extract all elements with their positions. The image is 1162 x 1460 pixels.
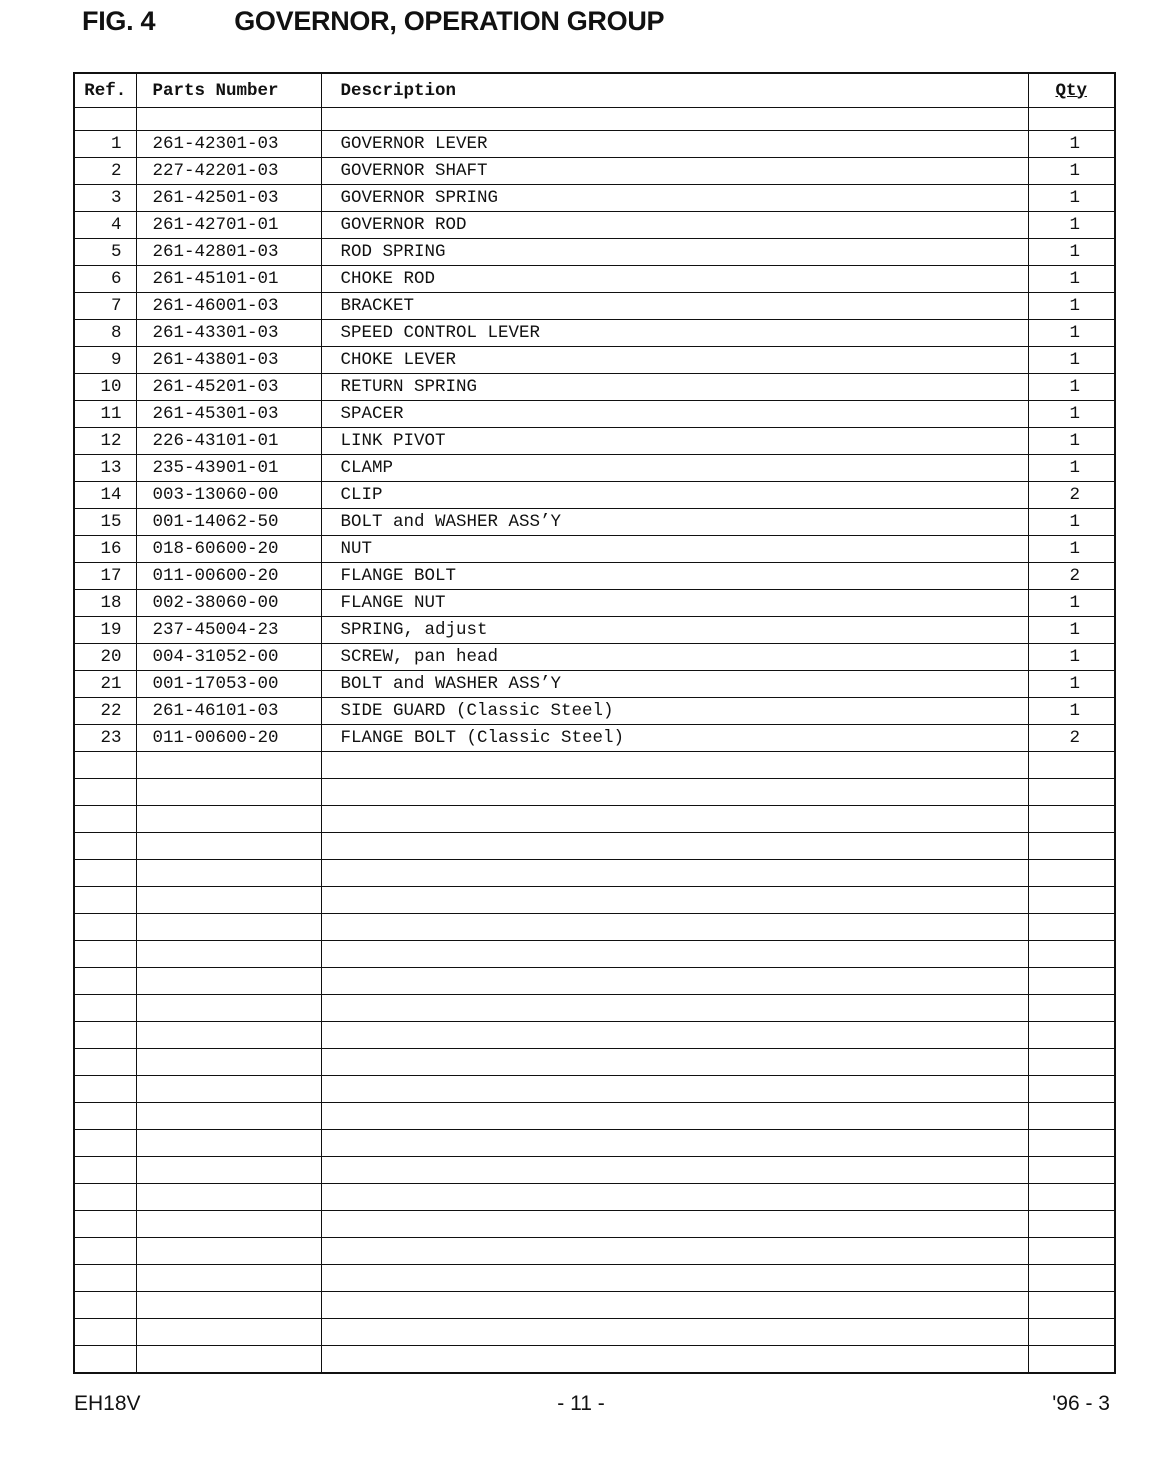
- description-cell: CLIP: [321, 482, 1028, 509]
- blank-row: [74, 1184, 1115, 1211]
- column-header-parts-number: Parts Number: [136, 73, 321, 108]
- table-row: [74, 401, 1115, 428]
- table-row: [74, 671, 1115, 698]
- part-number-cell: 261-42801-03: [136, 239, 321, 266]
- blank-row: [74, 1292, 1115, 1319]
- description-cell: RETURN SPRING: [321, 374, 1028, 401]
- description-cell: CHOKE ROD: [321, 266, 1028, 293]
- qty-cell: 1: [1028, 698, 1115, 725]
- part-number-cell: 003-13060-00: [136, 482, 321, 509]
- qty-cell: 2: [1028, 563, 1115, 590]
- table-row: [74, 185, 1115, 212]
- table-row: [74, 239, 1115, 266]
- part-number-cell: 261-46101-03: [136, 698, 321, 725]
- ref-cell: 6: [74, 266, 136, 293]
- qty-cell: 1: [1028, 536, 1115, 563]
- table-body: [74, 108, 1115, 1374]
- qty-cell: 1: [1028, 671, 1115, 698]
- ref-cell: 14: [74, 482, 136, 509]
- ref-cell: 19: [74, 617, 136, 644]
- ref-cell: 10: [74, 374, 136, 401]
- blank-row: [74, 914, 1115, 941]
- page-header: [82, 6, 664, 37]
- qty-cell: 1: [1028, 455, 1115, 482]
- ref-cell: 7: [74, 293, 136, 320]
- description-cell: GOVERNOR SHAFT: [321, 158, 1028, 185]
- part-number-cell: 261-43301-03: [136, 320, 321, 347]
- table-row: [74, 563, 1115, 590]
- table-row: [74, 644, 1115, 671]
- blank-row: [74, 779, 1115, 806]
- description-cell: SPACER: [321, 401, 1028, 428]
- part-number-cell: 002-38060-00: [136, 590, 321, 617]
- blank-row: [74, 968, 1115, 995]
- table-row: [74, 617, 1115, 644]
- qty-cell: 1: [1028, 347, 1115, 374]
- qty-cell: 1: [1028, 590, 1115, 617]
- part-number-cell: 261-42701-01: [136, 212, 321, 239]
- ref-cell: 3: [74, 185, 136, 212]
- part-number-cell: 226-43101-01: [136, 428, 321, 455]
- figure-label: FIG. 4: [82, 6, 156, 36]
- blank-row: [74, 833, 1115, 860]
- table-row: [74, 509, 1115, 536]
- qty-cell: 1: [1028, 185, 1115, 212]
- table-row: [74, 590, 1115, 617]
- table-row: [74, 293, 1115, 320]
- description-cell: SPEED CONTROL LEVER: [321, 320, 1028, 347]
- table-row: [74, 158, 1115, 185]
- blank-row: [74, 995, 1115, 1022]
- blank-row: [74, 1130, 1115, 1157]
- blank-row: [74, 1265, 1115, 1292]
- description-cell: SCREW, pan head: [321, 644, 1028, 671]
- description-cell: NUT: [321, 536, 1028, 563]
- part-number-cell: 004-31052-00: [136, 644, 321, 671]
- part-number-cell: 261-45101-01: [136, 266, 321, 293]
- ref-cell: 12: [74, 428, 136, 455]
- table-row: [74, 482, 1115, 509]
- table-row: [74, 320, 1115, 347]
- table-row: [74, 428, 1115, 455]
- blank-row: [74, 1211, 1115, 1238]
- blank-row: [74, 1049, 1115, 1076]
- table-row: [74, 698, 1115, 725]
- column-header-qty: Qty: [1028, 73, 1115, 108]
- blank-row: [74, 1103, 1115, 1130]
- ref-cell: 11: [74, 401, 136, 428]
- blank-row: [74, 887, 1115, 914]
- footer-date: '96 - 3: [1052, 1392, 1110, 1415]
- qty-cell: 1: [1028, 644, 1115, 671]
- ref-cell: 2: [74, 158, 136, 185]
- part-number-cell: 261-42501-03: [136, 185, 321, 212]
- blank-row: [74, 1022, 1115, 1049]
- qty-cell: 2: [1028, 482, 1115, 509]
- table-row: [74, 347, 1115, 374]
- table-header-row: [74, 73, 1115, 108]
- ref-cell: 23: [74, 725, 136, 752]
- ref-cell: 20: [74, 644, 136, 671]
- ref-cell: 16: [74, 536, 136, 563]
- description-cell: CHOKE LEVER: [321, 347, 1028, 374]
- description-cell: LINK PIVOT: [321, 428, 1028, 455]
- part-number-cell: 018-60600-20: [136, 536, 321, 563]
- part-number-cell: 011-00600-20: [136, 563, 321, 590]
- table-row: [74, 725, 1115, 752]
- qty-cell: 1: [1028, 428, 1115, 455]
- description-cell: GOVERNOR LEVER: [321, 131, 1028, 158]
- description-cell: FLANGE NUT: [321, 590, 1028, 617]
- table-row: [74, 536, 1115, 563]
- ref-cell: 9: [74, 347, 136, 374]
- qty-cell: 1: [1028, 266, 1115, 293]
- description-cell: BOLT and WASHER ASS’Y: [321, 509, 1028, 536]
- column-header-description: Description: [321, 73, 1028, 108]
- description-cell: BOLT and WASHER ASS’Y: [321, 671, 1028, 698]
- description-cell: GOVERNOR ROD: [321, 212, 1028, 239]
- ref-cell: 17: [74, 563, 136, 590]
- part-number-cell: 227-42201-03: [136, 158, 321, 185]
- part-number-cell: 011-00600-20: [136, 725, 321, 752]
- part-number-cell: 261-45201-03: [136, 374, 321, 401]
- part-number-cell: 261-43801-03: [136, 347, 321, 374]
- ref-cell: 18: [74, 590, 136, 617]
- part-number-cell: 261-46001-03: [136, 293, 321, 320]
- blank-row: [74, 941, 1115, 968]
- description-cell: CLAMP: [321, 455, 1028, 482]
- blank-row: [74, 1319, 1115, 1346]
- parts-table: [73, 72, 1116, 1374]
- part-number-cell: 001-14062-50: [136, 509, 321, 536]
- part-number-cell: 261-42301-03: [136, 131, 321, 158]
- description-cell: SIDE GUARD (Classic Steel): [321, 698, 1028, 725]
- table-row: [74, 212, 1115, 239]
- blank-row: [74, 1157, 1115, 1184]
- column-header-ref: Ref.: [74, 73, 136, 108]
- description-cell: FLANGE BOLT (Classic Steel): [321, 725, 1028, 752]
- qty-cell: 1: [1028, 401, 1115, 428]
- qty-cell: 1: [1028, 158, 1115, 185]
- footer-page-number: - 11 -: [557, 1392, 605, 1415]
- description-cell: GOVERNOR SPRING: [321, 185, 1028, 212]
- page-title: GOVERNOR, OPERATION GROUP: [234, 6, 665, 36]
- qty-cell: 1: [1028, 293, 1115, 320]
- qty-cell: 1: [1028, 617, 1115, 644]
- part-number-cell: 001-17053-00: [136, 671, 321, 698]
- description-cell: FLANGE BOLT: [321, 563, 1028, 590]
- ref-cell: 22: [74, 698, 136, 725]
- ref-cell: 8: [74, 320, 136, 347]
- qty-cell: 1: [1028, 131, 1115, 158]
- table-row: [74, 374, 1115, 401]
- table-row: [74, 266, 1115, 293]
- description-cell: BRACKET: [321, 293, 1028, 320]
- table-row: [74, 455, 1115, 482]
- blank-row: [74, 1346, 1115, 1374]
- qty-cell: 1: [1028, 509, 1115, 536]
- part-number-cell: 235-43901-01: [136, 455, 321, 482]
- ref-cell: 13: [74, 455, 136, 482]
- qty-cell: 2: [1028, 725, 1115, 752]
- part-number-cell: 261-45301-03: [136, 401, 321, 428]
- blank-row: [74, 1076, 1115, 1103]
- footer-model: EH18V: [74, 1392, 141, 1415]
- qty-cell: 1: [1028, 212, 1115, 239]
- ref-cell: 4: [74, 212, 136, 239]
- ref-cell: 21: [74, 671, 136, 698]
- qty-cell: 1: [1028, 374, 1115, 401]
- qty-cell: 1: [1028, 239, 1115, 266]
- blank-row: [74, 752, 1115, 779]
- table-row: [74, 131, 1115, 158]
- blank-row: [74, 860, 1115, 887]
- ref-cell: 1: [74, 131, 136, 158]
- part-number-cell: 237-45004-23: [136, 617, 321, 644]
- blank-row: [74, 806, 1115, 833]
- spacer-row: [74, 108, 1115, 131]
- description-cell: SPRING, adjust: [321, 617, 1028, 644]
- ref-cell: 15: [74, 509, 136, 536]
- qty-cell: 1: [1028, 320, 1115, 347]
- blank-row: [74, 1238, 1115, 1265]
- ref-cell: 5: [74, 239, 136, 266]
- description-cell: ROD SPRING: [321, 239, 1028, 266]
